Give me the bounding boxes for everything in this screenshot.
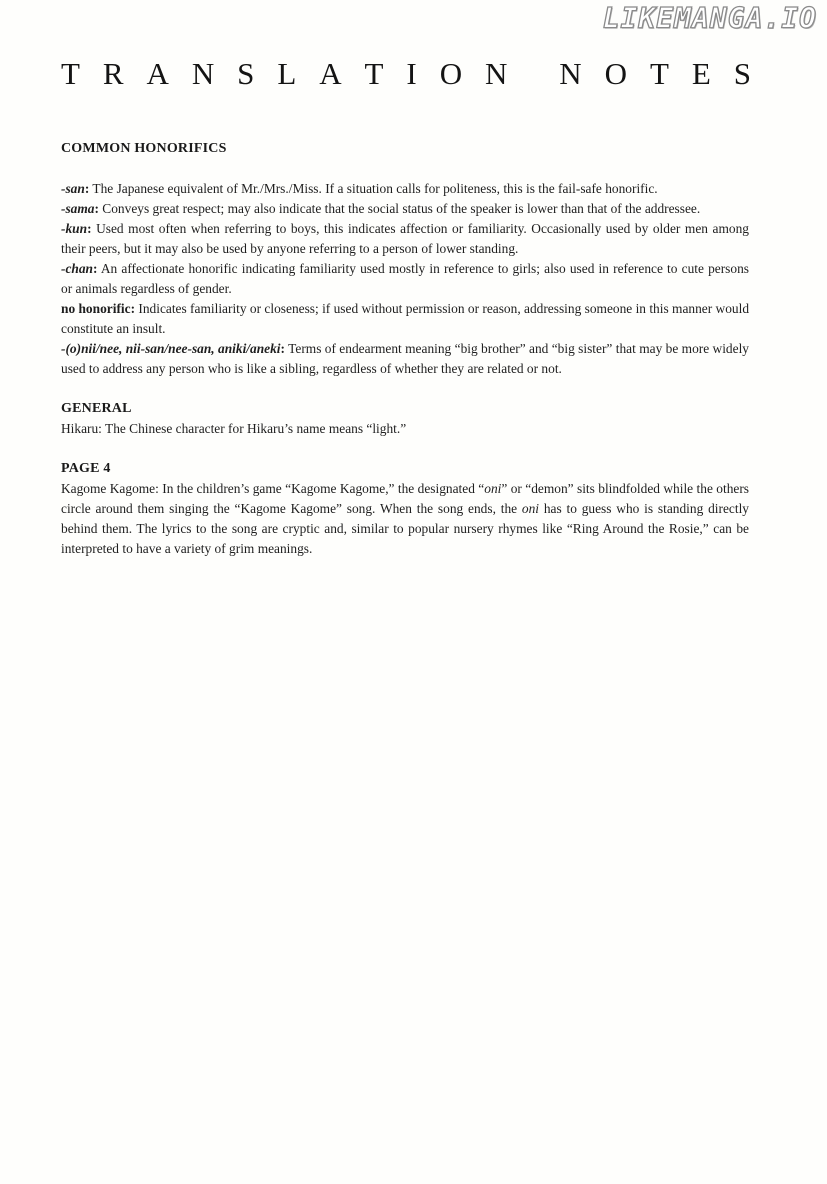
- honorific-term: -sama: [61, 201, 95, 216]
- honorific-entry-sama: -sama: Conveys great respect; may also indicate that the social status of the speaker is lower than that of the addressee.: [61, 201, 701, 216]
- honorific-entry-kun: -kun: Used most often when referring to boys, this indicates affection or familiarity. Occasionally used by older men among their peers, but it may also be used by anyone referring to a person of lower standing.: [61, 221, 749, 256]
- page-title: T R A N S L A T I O N N O T E S: [61, 56, 751, 91]
- honorific-term: -kun: [61, 221, 88, 236]
- honorific-term: -san: [61, 181, 85, 196]
- honorific-definition: Used most often when referring to boys, this indicates affection or familiarity. Occasionally used by older men among their peers, but it may also be used by anyone referring to a person of lower standing.: [61, 221, 749, 256]
- section-page-4: [61, 459, 749, 559]
- honorific-definition: Indicates familiarity or closeness; if used without permission or reason, addressing someone in this manner would constitute an insult.: [61, 301, 750, 336]
- honorific-entry-chan: -chan: An affectionate honorific indicating familiarity used mostly in reference to girls; also used in reference to cute persons or animals regardless of gender.: [61, 261, 749, 296]
- page-4-note: Kagome Kagome: In the children’s game “Kagome Kagome,” the designated “oni” or “demon” sits blindfolded while the others circle around them singing the “Kagome Kagome” song. When the song ends, the oni has to guess who is standing directly behind them. The lyrics to the song are cryptic and, similar to popular nursery rhymes like “Ring Around the Rosie,” can be interpreted to have a variety of grim meanings.: [61, 481, 750, 556]
- section-general: [61, 399, 749, 439]
- translation-notes-body: [61, 139, 749, 579]
- general-note: Hikaru: The Chinese character for Hikaru’s name means “light.”: [61, 421, 407, 436]
- honorific-definition: An affectionate honorific indicating familiarity used mostly in reference to girls; also used in reference to cute persons or animals regardless of gender.: [61, 261, 749, 296]
- site-watermark: LIKEMANGA.IO: [602, 2, 817, 35]
- honorific-definition: Terms of endearment meaning “big brother” and “big sister” that may be more widely used to address any person who is like a sibling, regardless of whether they are related or not.: [61, 341, 749, 376]
- honorific-entry-no-honorific: no honorific: Indicates familiarity or closeness; if used without permission or reason, addressing someone in this manner would constitute an insult.: [61, 301, 750, 336]
- section-common-honorifics: [61, 139, 749, 379]
- section-heading-honorifics: COMMON HONORIFICS: [61, 141, 227, 156]
- section-heading-general: GENERAL: [61, 401, 132, 416]
- honorific-term: no honorific: [61, 301, 131, 316]
- honorific-definition: The Japanese equivalent of Mr./Mrs./Miss. If a situation calls for politeness, this is the fail-safe honorific.: [89, 181, 658, 196]
- italic-term-oni: oni: [484, 481, 502, 496]
- honorific-entry-sibling-terms: -(o)nii/nee, nii-san/nee-san, aniki/aneki: Terms of endearment meaning “big brother” and “big sister” that may be more widely used to address any person who is like a sibling, regardless of whether they are related or not.: [61, 341, 749, 376]
- honorific-definition: Conveys great respect; may also indicate that the social status of the speaker is lower than that of the addressee.: [98, 201, 701, 216]
- section-heading-page-4: PAGE 4: [61, 461, 111, 476]
- italic-term-oni: oni: [521, 501, 540, 516]
- honorific-term: -(o)nii/nee, nii-san/nee-san, aniki/aneki: [61, 341, 281, 356]
- honorific-entry-san: -san: The Japanese equivalent of Mr./Mrs./Miss. If a situation calls for politeness, this is the fail-safe honorific.: [61, 181, 658, 196]
- honorific-term: -chan: [61, 261, 93, 276]
